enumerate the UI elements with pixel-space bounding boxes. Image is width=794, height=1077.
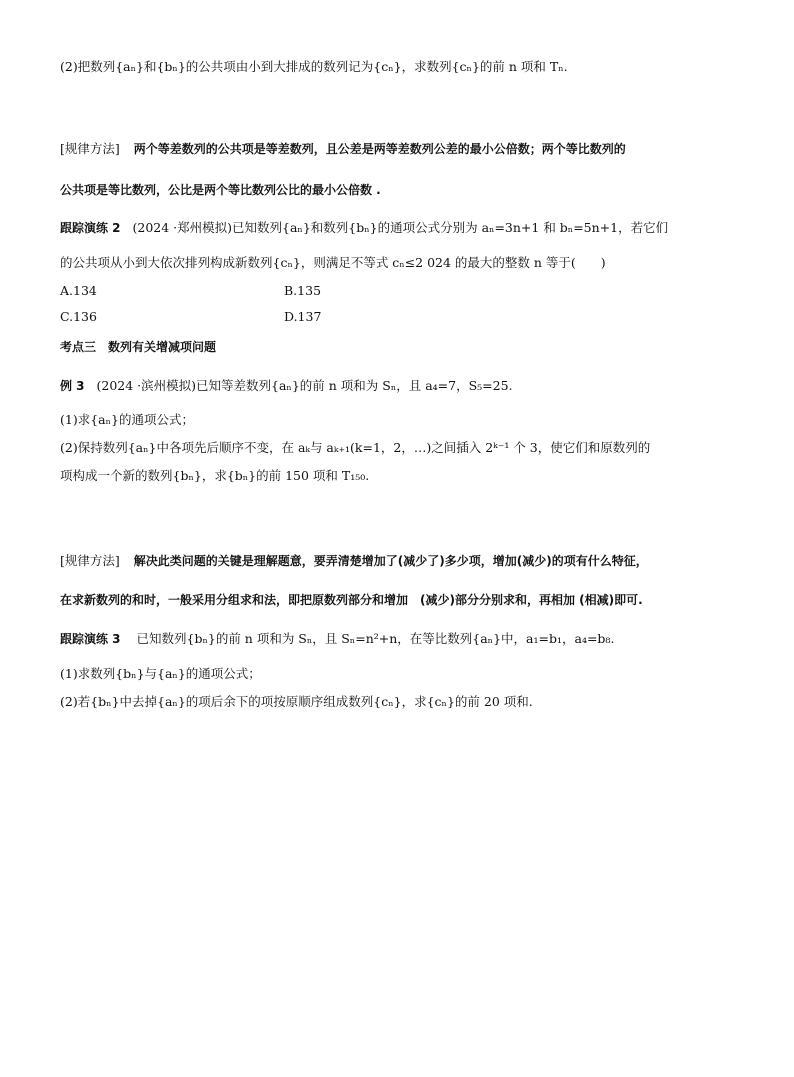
- practice-source: (2024 ·郑州模拟): [132, 220, 233, 235]
- example-3-stem: [60, 377, 513, 395]
- practice-2-line-2: 的公共项从小到大依次排列构成新数列{cₙ}，则满足不等式 cₙ≤2 024 的最大的整数 n 等于( ): [60, 255, 606, 270]
- method-label: [规律方法]: [60, 141, 120, 156]
- practice-label: 跟踪演练 3: [60, 632, 121, 646]
- method-note-2-line-2: 在求新数列的和时，一般采用分组求和法，即把原数列部分和增加 (减少)部分分别求和，再相加 (相减)即可.: [60, 593, 643, 607]
- example-source: (2024 ·滨州模拟): [96, 378, 197, 393]
- practice-3-part-1: (1)求数列{bₙ}与{aₙ}的通项公式；: [60, 666, 261, 681]
- method-label: [规律方法]: [60, 553, 120, 568]
- example-label: 例 3: [60, 379, 85, 393]
- example-3-part-1: (1)求{aₙ}的通项公式；: [60, 412, 194, 427]
- method-note-1-line-1: [60, 140, 626, 158]
- section-title: 考点三 数列有关增减项问题: [60, 340, 217, 354]
- method-text: 两个等差数列的公共项是等差数列，且公差是两等差数列公差的最小公倍数；两个等比数列的: [133, 142, 626, 156]
- method-text: 解决此类问题的关键是理解题意，要弄清楚增加了(减少了)多少项，增加(减少)的项有什么特征，: [133, 554, 648, 568]
- option-a: A.134: [60, 283, 97, 298]
- practice-stem: 已知数列{aₙ}和数列{bₙ}的通项公式分别为 aₙ=3n+1 和 bₙ=5n+1，若它们: [232, 220, 669, 235]
- option-d: D.137: [284, 309, 322, 324]
- example-3-part-2-line-1: (2)保持数列{aₙ}中各项先后顺序不变，在 aₖ与 aₖ₊₁(k=1，2，…)之间插入 2ᵏ⁻¹ 个 3，使它们和原数列的: [60, 440, 651, 455]
- practice-3-stem: [60, 630, 614, 648]
- method-note-1-line-2: 公共项是等比数列，公比是两个等比数列公比的最小公倍数 .: [60, 183, 381, 197]
- method-note-2-line-1: [60, 552, 648, 570]
- example-text: 已知等差数列{aₙ}的前 n 项和为 Sₙ，且 a₄=7，S₅=25.: [196, 378, 513, 393]
- option-b: B.135: [284, 283, 322, 298]
- example-3-part-2-line-2: 项构成一个新的数列{bₙ}，求{bₙ}的前 150 项和 T₁₅₀.: [60, 468, 370, 483]
- practice-2-line-1: [60, 219, 668, 237]
- option-c: C.136: [60, 309, 97, 324]
- practice-text: 已知数列{bₙ}的前 n 项和为 Sₙ，且 Sₙ=n²+n，在等比数列{aₙ}中，a₁=b₁，a₄=b₈.: [136, 631, 615, 646]
- problem-part-2: (2)把数列{aₙ}和{bₙ}的公共项由小到大排成的数列记为{cₙ}，求数列{cₙ}的前 n 项和 Tₙ.: [60, 59, 568, 74]
- practice-label: 跟踪演练 2: [60, 221, 121, 235]
- practice-3-part-2: (2)若{bₙ}中去掉{aₙ}的项后余下的项按原顺序组成数列{cₙ}，求{cₙ}的前 20 项和.: [60, 694, 533, 709]
